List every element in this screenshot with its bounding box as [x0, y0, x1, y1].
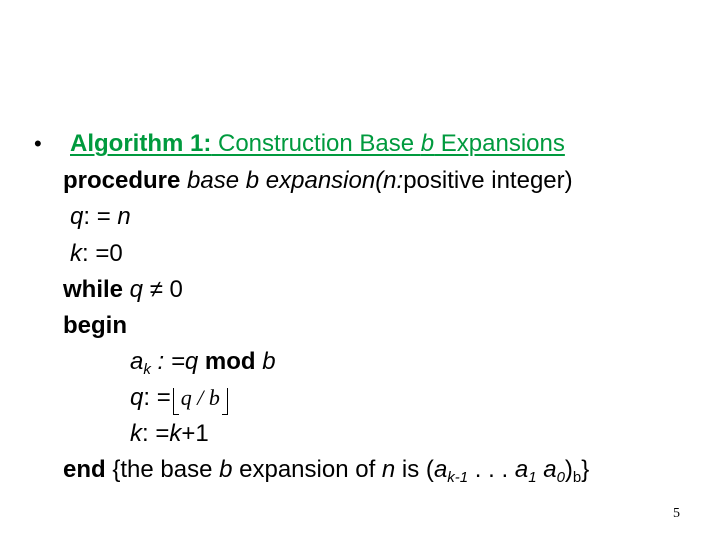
sub-k: k: [143, 361, 151, 378]
q-floor-line: [130, 384, 228, 412]
floor-left-bracket: [173, 388, 179, 415]
while-line: [63, 276, 183, 304]
procedure-name: base b expansion(n:: [180, 167, 404, 194]
begin-line: begin: [63, 312, 127, 339]
assign-zero: : =0: [82, 240, 123, 267]
bullet-point: •: [34, 131, 42, 156]
var-k3: k: [169, 420, 182, 447]
var-a: a: [130, 348, 144, 375]
floor-right-bracket: [222, 388, 228, 415]
assign-op2: : =: [143, 384, 171, 411]
title-b: b: [420, 130, 435, 157]
while-keyword: while: [63, 276, 124, 303]
while-cond: ≠ 0: [143, 276, 183, 303]
var-q: q: [70, 203, 84, 230]
end-dots: . . .: [468, 456, 515, 483]
title-text: Construction Base: [211, 130, 421, 157]
ak-line: [130, 348, 276, 376]
end-sub-k-1: k-1: [447, 469, 469, 486]
var-k2: k: [130, 420, 142, 447]
assign-k-line: [70, 240, 123, 268]
end-line: [63, 456, 589, 484]
page-number: 5: [673, 506, 680, 521]
floor-content: q / b: [180, 385, 220, 410]
end-sub-b: b: [572, 469, 582, 486]
end-text-1: {the base: [105, 456, 220, 483]
while-var: q: [123, 276, 144, 303]
end-sub-1: 1: [528, 469, 537, 486]
procedure-param: positive integer): [403, 167, 573, 194]
end-sub-0: 0: [556, 469, 565, 486]
var-k: k: [70, 240, 82, 267]
end-a1: a: [433, 456, 448, 483]
end-text-3: is (: [395, 456, 434, 483]
end-paren: ): [564, 456, 573, 483]
end-a3: a: [543, 456, 557, 483]
k-increment-line: [130, 420, 209, 448]
var-n: n: [117, 203, 131, 230]
assign-op: : =: [83, 203, 118, 230]
end-var-n: n: [381, 456, 396, 483]
algorithm-title: [70, 130, 565, 158]
assign-q-line: [70, 203, 131, 231]
end-a2: a: [514, 456, 529, 483]
end-text-2: expansion of: [232, 456, 382, 483]
procedure-line: [63, 167, 573, 195]
floor-expression: [173, 384, 228, 412]
end-brace: }: [581, 456, 590, 483]
procedure-keyword: procedure: [63, 167, 181, 194]
ak-assign: : =q: [150, 348, 205, 375]
plus-one: +1: [181, 420, 209, 447]
algorithm-label: Algorithm 1:: [70, 130, 212, 157]
title-text-end: Expansions: [434, 130, 565, 157]
var-q2: q: [130, 384, 144, 411]
end-keyword: end: [63, 456, 106, 483]
assign-op3: : =: [142, 420, 170, 447]
var-b: b: [255, 348, 276, 375]
mod-keyword: mod: [204, 348, 256, 375]
end-var-b: b: [219, 456, 233, 483]
